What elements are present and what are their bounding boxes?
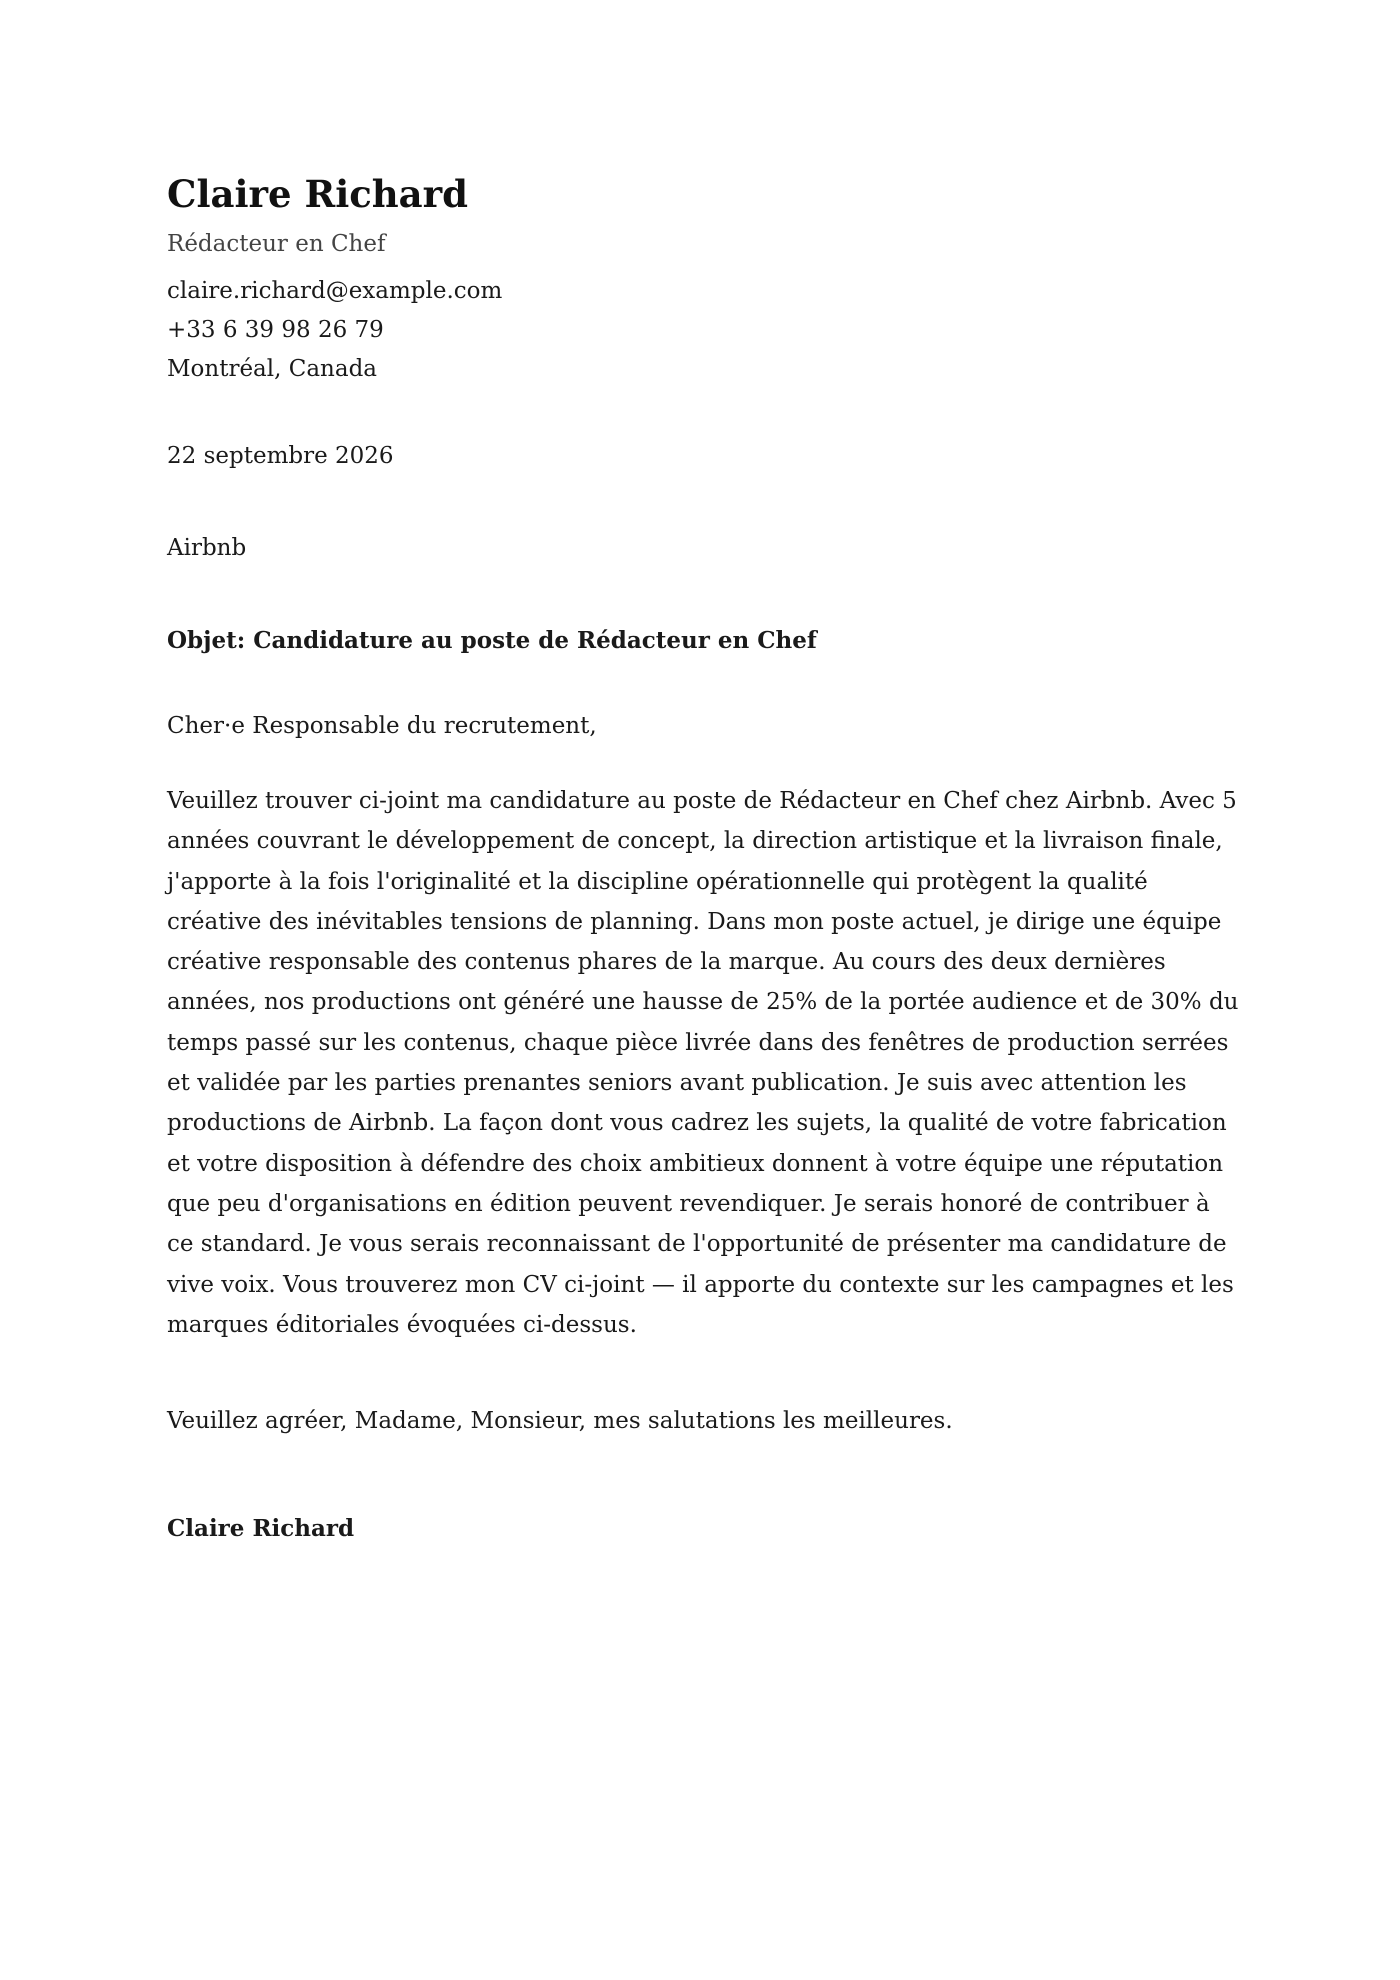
sender-title: Rédacteur en Chef	[167, 231, 386, 257]
cover-letter-page	[167, 168, 1247, 1542]
letter-subject: Objet: Candidature au poste de Rédacteur en Chef	[167, 627, 817, 654]
contact-block	[167, 272, 1247, 389]
letter-signature: Claire Richard	[167, 1515, 355, 1542]
recipient-company: Airbnb	[167, 535, 247, 561]
letter-closing: Veuillez agréer, Madame, Monsieur, mes salutations les meilleures.	[167, 1408, 953, 1434]
contact-phone: +33 6 39 98 26 79	[167, 317, 384, 343]
sender-name: Claire Richard	[167, 172, 469, 216]
contact-location: Montréal, Canada	[167, 356, 378, 382]
letter-date: 22 septembre 2026	[167, 443, 394, 469]
letter-greeting: Cher·e Responsable du recrutement,	[167, 713, 597, 739]
letter-body: Veuillez trouver ci-joint ma candidature au poste de Rédacteur en Chef chez Airbnb. Avec 5 années couvrant le développement de concept, la direction artistique et la livraison finale, j'apporte à la fois l'originalité et la discipline opérationnelle qui protègent la qualité créative des inévitables tensions de planning. Dans mon poste actuel, je dirige une équipe créative responsable des contenus phares de la marque. Au cours des deux dernières années, nos productions ont généré une hausse de 25% de la portée audience et de 30% du temps passé sur les contenus, chaque pièce livrée dans des fenêtres de production serrées et validée par les parties prenantes seniors avant publication. Je suis avec attention les productions de Airbnb. La façon dont vous cadrez les sujets, la qualité de votre fabrication et votre disposition à défendre des choix ambitieux donnent à votre équipe une réputation que peu d'organisations en édition peuvent revendiquer. Je serais honoré de contribuer à ce standard. Je vous serais reconnaissant de l'opportunité de présenter ma candidature de vive voix. Vous trouverez mon CV ci-joint — il apporte du contexte sur les campagnes et les marques éditoriales évoquées ci-dessus.	[167, 788, 1239, 1338]
contact-email: claire.richard@example.com	[167, 278, 503, 304]
